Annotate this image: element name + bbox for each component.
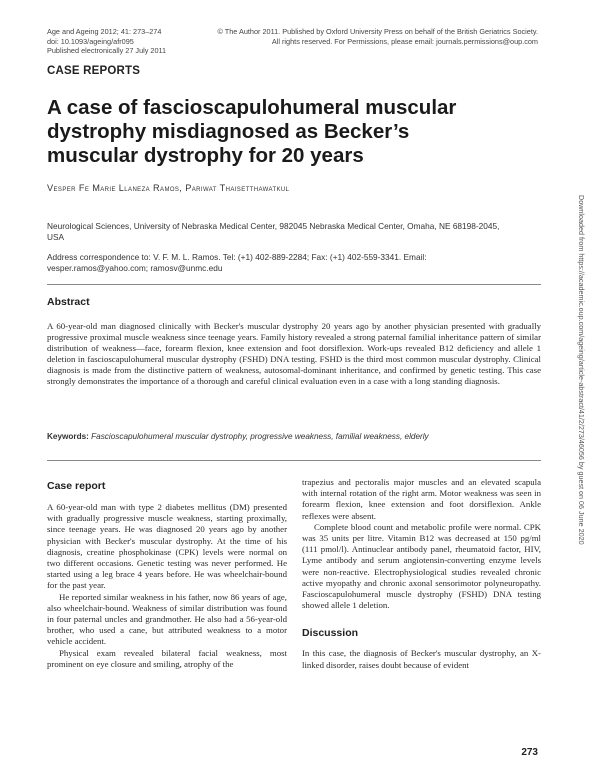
permissions-line: All rights reserved. For Permissions, please email: journals.permissions@oup.com (271, 36, 538, 46)
authors: Vesper Fe Marie Llaneza Ramos, Pariwat Thaisetthawatkul (47, 183, 290, 193)
article-title: A case of fascioscapulohumeral muscular dystrophy misdiagnosed as Becker’s muscular dystrophy for 20 years (47, 96, 457, 167)
divider-bottom (47, 460, 541, 461)
journal-citation (47, 27, 166, 56)
discussion-paragraph: In this case, the diagnosis of Becker's muscular dystrophy, an X-linked disorder, raises doubt because of evident (302, 648, 541, 670)
case-paragraph: Physical exam revealed bilateral facial weakness, most prominent on eye closure and smiling, atrophy of the (47, 647, 287, 669)
abstract-heading: Abstract (47, 296, 90, 308)
right-column (302, 477, 541, 671)
section-label: CASE REPORTS (47, 65, 141, 77)
divider-top (47, 284, 541, 285)
page-number: 273 (521, 747, 538, 758)
keywords (47, 432, 541, 441)
affiliation: Neurological Sciences, University of Nebraska Medical Center, 982045 Nebraska Medical Center, Omaha, NE 68198-2045, USA (47, 221, 500, 242)
download-sidebar: Downloaded from https://academic.oup.com/ageing/article-abstract/41/2/273/46056 by guest on 06 June 2020 (577, 195, 586, 545)
case-report-heading: Case report (47, 480, 106, 492)
doi-line: doi: 10.1093/ageing/afr095 (47, 36, 134, 46)
published-line: Published electronically 27 July 2011 (47, 46, 167, 56)
copyright-line: © The Author 2011. Published by Oxford University Press on behalf of the British Geriatrics Society. (217, 27, 538, 36)
case-paragraph: trapezius and pectoralis major muscles and an elevated scapula with internal rotation of the right arm. Motor weakness was seen in forearm flexion, knee extension and foot dorsiflexion. Ankle reflexes were absent. (302, 477, 541, 521)
copyright-notice (217, 27, 538, 46)
case-paragraph: Complete blood count and metabolic profile were normal. CPK was 35 units per litre. Vitamin B12 was decreased at 150 pg/ml (111 pmol/l). Antinuclear antibody panel, rheumatoid factor, HIV, Lyme antibody and serum angiotensin-converting enzyme levels were non-reactive. Electrophysiological studies revealed chronic active myopathy and chronic axonal sensorimotor polyneuropathy. Fascioscapulohumeral muscle dystrophy (FSHD) DNA testing showed allele 1 deletion. (302, 521, 541, 611)
correspondence: Address correspondence to: V. F. M. L. Ramos. Tel: (+1) 402-889-2284; Fax: (+1) 402-559-3341. Email: vesper.ramos@yahoo.com; ramosv@unmc.edu (47, 252, 427, 273)
citation-line: Age and Ageing 2012; 41: 273–274 (47, 27, 162, 36)
case-paragraph: He reported similar weakness in his father, now 86 years of age, also wheelchair-bound. Weakness of similar distribution was found in four paternal uncles and grandmother. He also had a 56-year-old brother, who used a cane, but attributed weakness to a motor vehicle accident. (47, 591, 287, 647)
case-paragraph: A 60-year-old man with type 2 diabetes mellitus (DM) presented with gradually progressive muscle weakness, starting proximally, since teenage years. He was diagnosed 20 years ago by another physician with Becker's muscular dystrophy. At the time of his diagnosis, creatine phosphokinase (CPK) levels were normal on two different occasions. Genetic testing was never performed. He started using a leg brace 4 years before. He was wheelchair-bound for the past year. (47, 502, 287, 591)
left-column (47, 480, 287, 670)
keywords-list: Fascioscapulohumeral muscular dystrophy, progressive weakness, familial weakness, elderly (91, 432, 429, 441)
discussion-heading: Discussion (302, 627, 359, 640)
abstract-text: A 60-year-old man diagnosed clinically with Becker's muscular dystrophy 20 years ago by another physician presented with gradually progressive proximal muscle weakness since teenage years. Family history revealed a strong paternal familial inheritance pattern of similar distribution of weakness—face, forearm flexion, knee extension and foot dorsiflexion. Work-ups revealed B12 deficiency and allele 1 deletion in fascioscapulohumeral muscular dystrophy (FSHD) DNA testing. FSHD is the third most common muscular dystrophy. Clinical diagnosis is made from the distinctive pattern of weakness, autosomal-dominant inheritance, and confirmed by genetic testing. This case strongly demonstrates the importance of a thorough and careful clinical evaluation even in a case with a long standing diagnosis. (47, 321, 541, 387)
keywords-label: Keywords: (47, 432, 89, 441)
